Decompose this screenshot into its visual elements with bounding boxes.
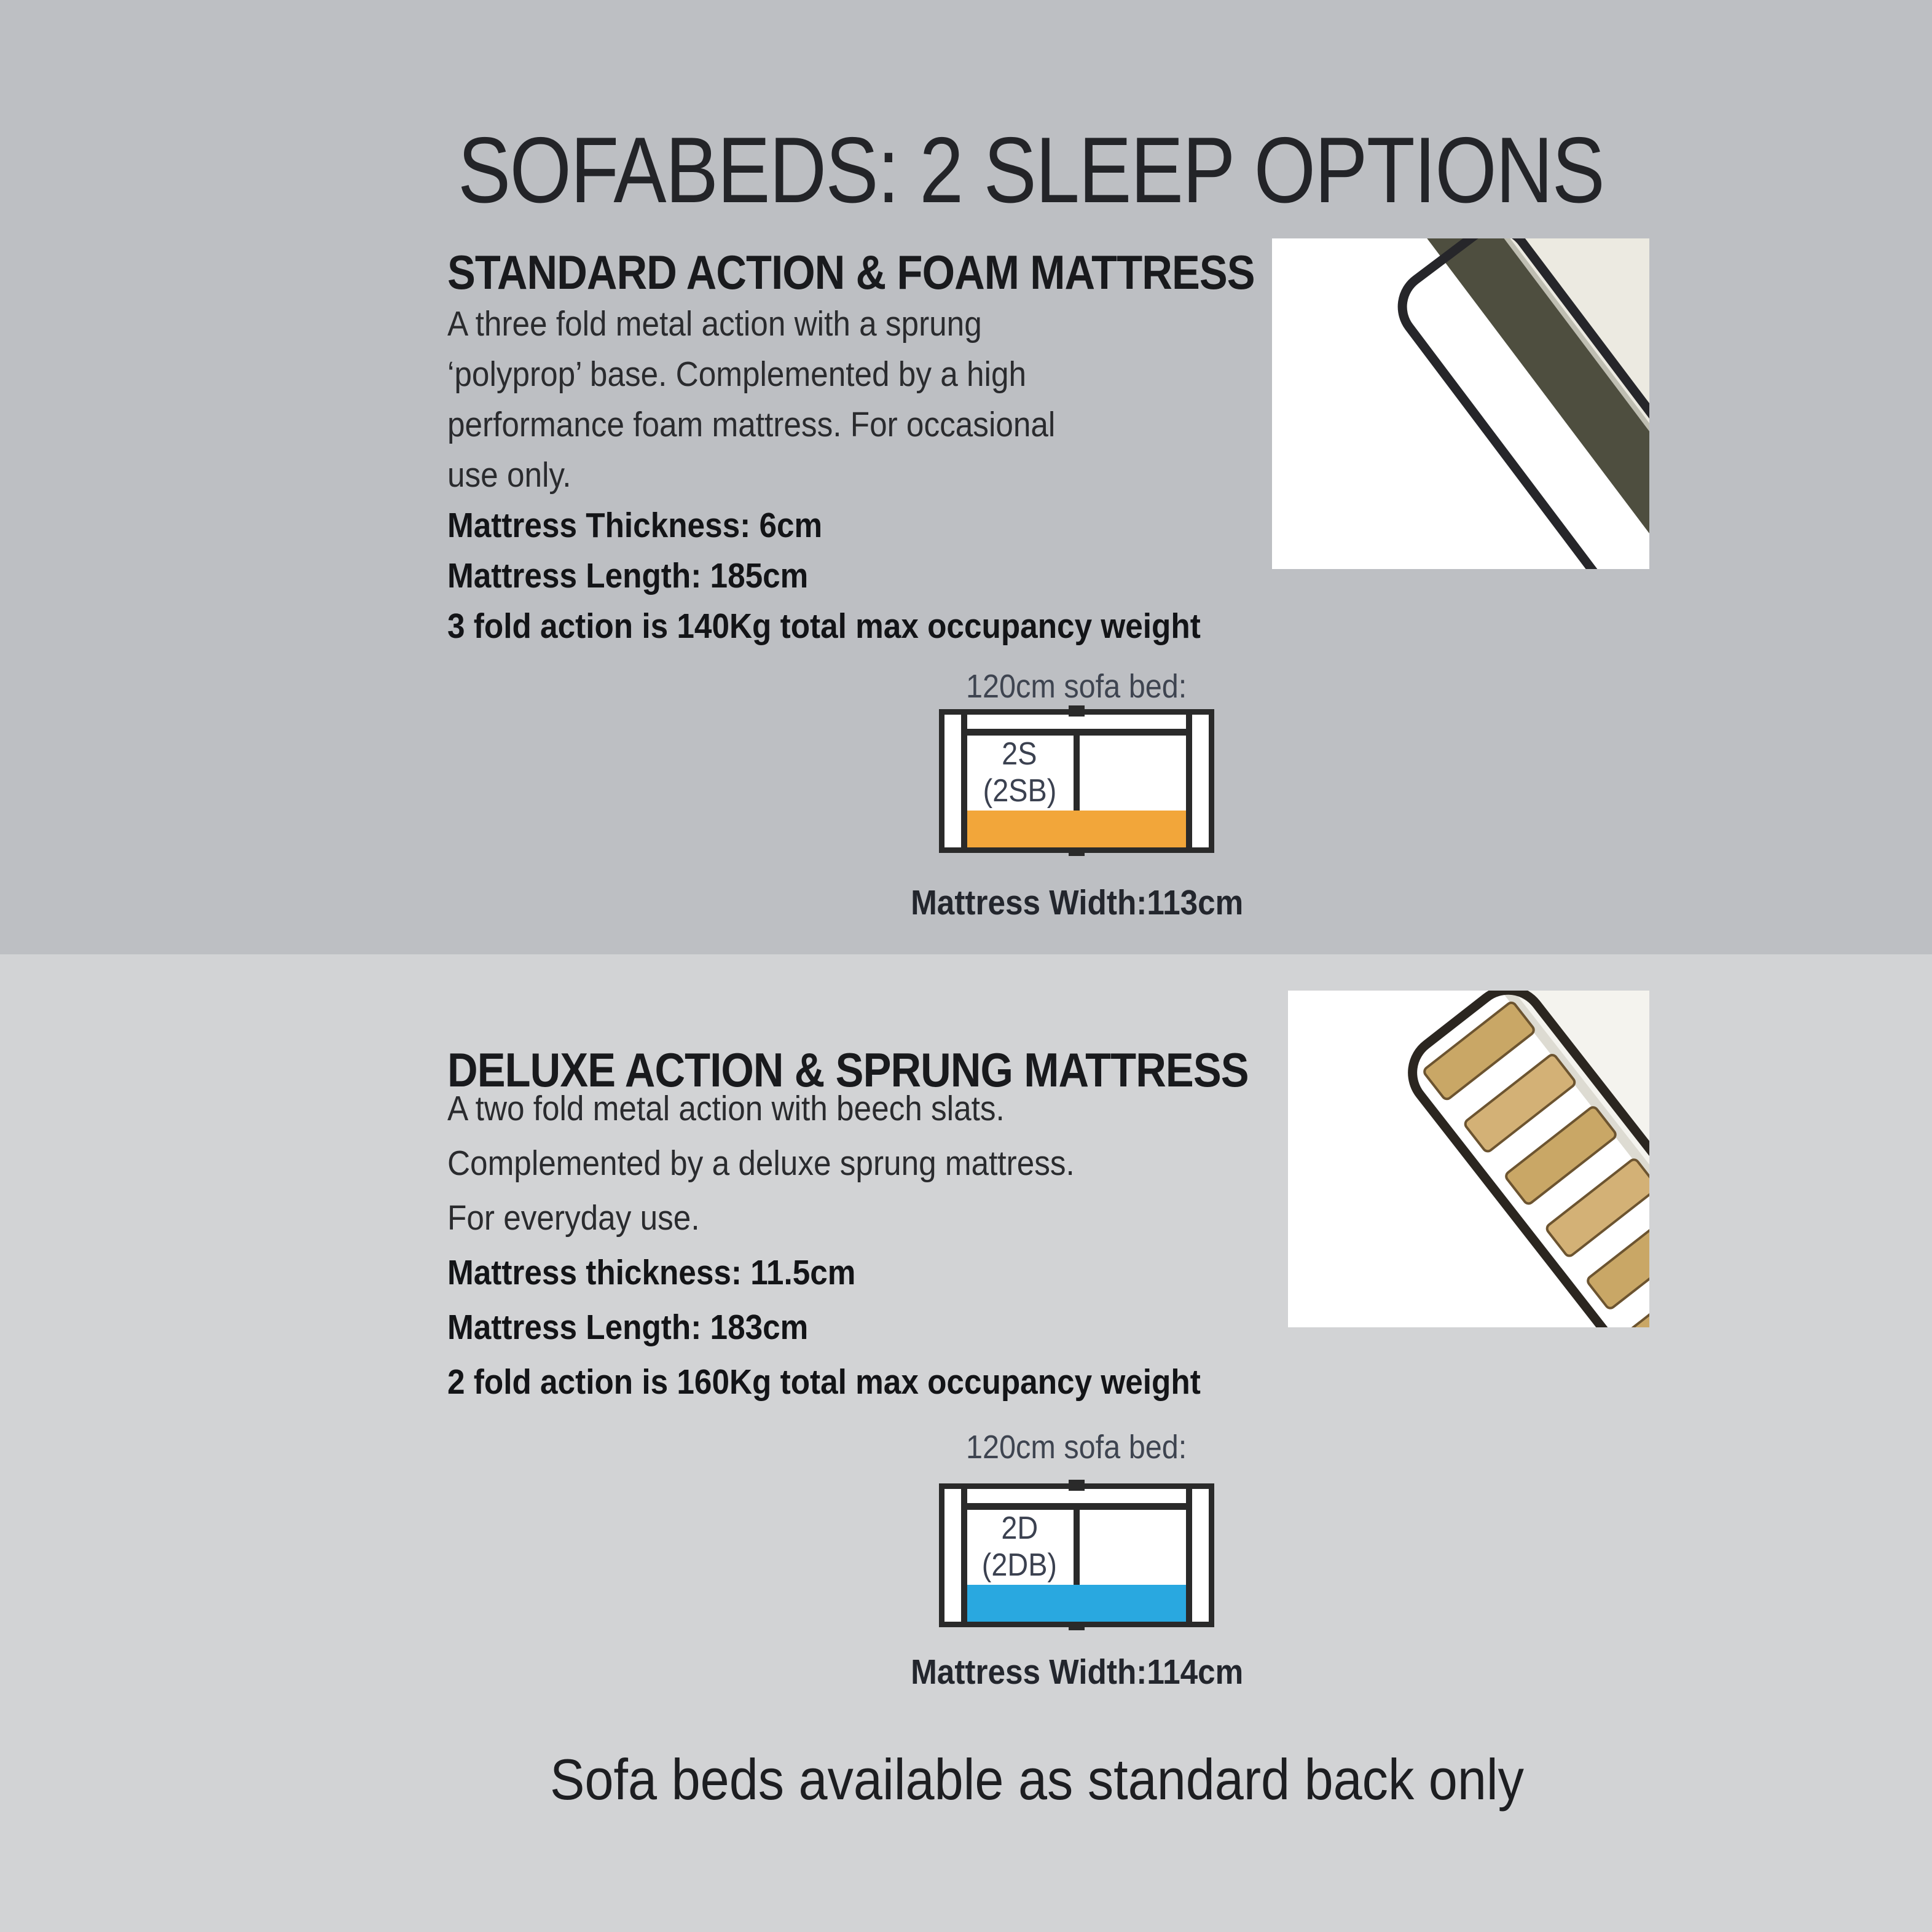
bottom-center-tab	[1069, 1620, 1085, 1630]
description-line: Complemented by a deluxe sprung mattress.	[447, 1144, 1075, 1183]
right-armrest-divider	[1186, 1489, 1192, 1622]
center-divider	[1074, 1503, 1080, 1585]
spec-max-occupancy: 3 fold action is 140Kg total max occupancy weight	[447, 607, 1201, 646]
sofa-size-label-deluxe: 120cm sofa bed:	[966, 1429, 1187, 1466]
mattress-width-bar-blue	[967, 1585, 1186, 1622]
description-line: ‘polyprop’ base. Complemented by a high	[447, 355, 1027, 394]
right-armrest-divider	[1186, 715, 1192, 847]
left-armrest-divider	[961, 715, 967, 847]
deluxe-action-photo	[1288, 991, 1649, 1327]
section-text-standard	[447, 299, 1201, 651]
description-line: A two fold metal action with beech slats.	[447, 1089, 1005, 1128]
section-heading-deluxe: DELUXE ACTION & SPRUNG MATTRESS	[447, 1043, 1249, 1097]
sofa-diagram-deluxe	[939, 1483, 1214, 1627]
section-text-deluxe	[447, 1082, 1201, 1410]
model-code-standard: 2S (2SB)	[983, 736, 1056, 809]
spec-max-occupancy: 2 fold action is 160Kg total max occupancy weight	[447, 1362, 1201, 1402]
section-heading-standard: STANDARD ACTION & FOAM MATTRESS	[447, 245, 1255, 299]
spec-mattress-thickness: Mattress thickness: 11.5cm	[447, 1253, 856, 1292]
bottom-center-tab	[1069, 846, 1085, 856]
standard-action-photo	[1272, 238, 1649, 569]
model-code-deluxe: 2D (2DB)	[981, 1510, 1058, 1583]
spec-mattress-length: Mattress Length: 183cm	[447, 1308, 809, 1347]
mattress-width-label-deluxe: Mattress Width:114cm	[911, 1652, 1244, 1692]
description-line: performance foam mattress. For occasional	[447, 405, 1056, 444]
top-center-tab	[1069, 705, 1085, 717]
three-fold-action-illustration	[1272, 238, 1649, 569]
description-line: For everyday use.	[447, 1198, 700, 1238]
sofa-size-label-standard: 120cm sofa bed:	[966, 668, 1187, 705]
mattress-width-label-standard: Mattress Width:113cm	[911, 883, 1244, 922]
mattress-width-bar-orange	[967, 811, 1186, 847]
sofa-diagram-standard	[939, 709, 1214, 853]
spec-mattress-thickness: Mattress Thickness: 6cm	[447, 506, 823, 545]
two-fold-action-illustration	[1288, 991, 1649, 1327]
description-line: use only.	[447, 455, 571, 495]
spec-mattress-length: Mattress Length: 185cm	[447, 556, 809, 595]
center-divider	[1074, 729, 1080, 811]
page-title: SOFABEDS: 2 SLEEP OPTIONS	[458, 118, 1604, 222]
description-line: A three fold metal action with a sprung	[447, 304, 982, 344]
footer-note: Sofa beds available as standard back only	[550, 1747, 1525, 1812]
left-armrest-divider	[961, 1489, 967, 1622]
top-center-tab	[1069, 1480, 1085, 1491]
